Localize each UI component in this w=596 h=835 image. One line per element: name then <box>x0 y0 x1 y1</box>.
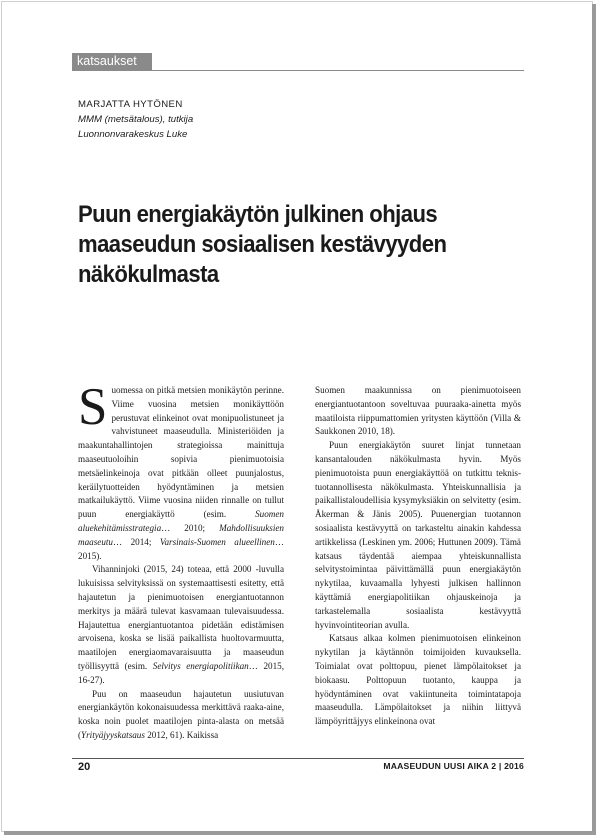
paragraph: Vihanninjoki (2015, 24) toteaa, että 2000 -luvulla lukuisissa selvityksissä on systemaattisesti esitetty, että hajautetun ja pienimuotoisen energiantuotannon merkitys ja määrä tulevat kasvamaan tulevaisuudessa. Hajautettua energiantuotantoa pidetään edistämisen arvoisena, koska se lisää paikallista huoltovarmuutta, maatilojen energiaomavaraisuutta ja maaseudun työllisyyttä (esim. Selvitys energiapolitiikan… 2015, 16-27). <box>78 564 284 685</box>
title-line-3: näkökulmasta <box>78 261 219 288</box>
author-org: Luonnonvarakeskus Luke <box>78 129 188 140</box>
author-block <box>78 97 193 142</box>
author-role: MMM (metsätalous), tutkija <box>78 114 194 125</box>
title-line-1: Puun energiakäytön julkinen ohjaus <box>78 201 438 228</box>
drop-cap: S <box>78 378 108 436</box>
body-column-right <box>315 384 521 729</box>
paragraph: Suomen maakunnissa on pienimuotoiseen energiantuotantoon soveltuvaa puuraaka-ainetta myös maatiloista riippumattomien yritysten käyttöön (Villa & Saukkonen 2010, 18). <box>315 385 521 437</box>
section-rule <box>72 70 524 71</box>
author-name: MARJATTA HYTÖNEN <box>78 99 183 110</box>
paragraph: Puun energiakäytön suuret linjat tunnetaan kansantalouden näkökulmasta hyvin. Myös pienimuotoista puun energiakäyttöä on tutkittu teknis-tuotannollisesta näkökulmasta. Yhteiskunnallisia ja paikallistaloudellisia kysymyksiäkin on selvitetty (esim. Åkerman & Jänis 2005). Puuenergian tuotannon sosiaalista kestävyyttä on tarkasteltu ainakin kahdessa artikkelissa (Leskinen ym. 2006; Huttunen 2009). Tämä katsaus täydentää aiempaa yhteiskunnallista selvitystoimintaa päivittämällä puun energiakäytön nykytilaa, kuvaamalla lyhyesti julkisen hallinnon käyttämiä energiapolitiikan ohjauskeinoja ja tarkastelemalla sosiaalista kestävyyttä hyvinvointiteorian avulla. <box>315 440 521 630</box>
body-column-left <box>78 378 284 743</box>
page-shadow-bottom <box>4 831 596 835</box>
page-number: 20 <box>78 761 91 773</box>
article-title <box>78 200 483 290</box>
page-shadow-right <box>592 4 596 834</box>
section-tag: katsaukset <box>72 53 152 70</box>
footer-rule <box>72 758 524 759</box>
title-line-2: maaseudun sosiaalisen kestävyyden <box>78 231 447 258</box>
paragraph: Katsaus alkaa kolmen pienimuotoisen elinkeinon nykytilan ja käytännön toimijoiden kuvauksella. Toimialat ovat polttopuu, pienet lämpölaitokset ja biokaasu. Polttopuun tuotanto, kauppa ja hyödyntäminen ovat vakiintuneita toimintatapoja maaseudulla. Lämpölaitokset ja niihin liittyvä lämpöyrittäjyys elinkeinona ovat <box>315 633 521 727</box>
paragraph: Suomessa on pitkä metsien monikäytön perinne. Viime vuosina metsien monikäyttöön perustuvat elinkeinot ovat monipuolistuneet ja vahvistuneet maaseudulla. Ministeriöiden ja maakuntahallintojen strategioissa mainittuja maaseutuoloihin sopivia pienimuotoisia metsäelinkeinoja ovat pitkään olleet puunjalostus, keräilytuotteiden hyödyntäminen ja metsien matkailukäyttö. Viime vuosina niiden rinnalle on tullut puun energiakäyttö (esim. Suomen aluekehitämisstrategia… 2010; Mahdollisuuksien maaseutu… 2014; Varsinais-Suomen alueellinen… 2015). <box>78 378 284 561</box>
journal-footer: MAASEUDUN UUSI AIKA 2 | 2016 <box>383 761 524 771</box>
paragraph: Puu on maaseudun hajautetun uusiutuvan energiankäytön kokonaisuudessa merkittävä raaka-aine, koska noin puolet maatilojen pinta-alasta on metsää (Yrityäjyyskatsaus 2012, 61). Kaikissa <box>78 688 284 740</box>
